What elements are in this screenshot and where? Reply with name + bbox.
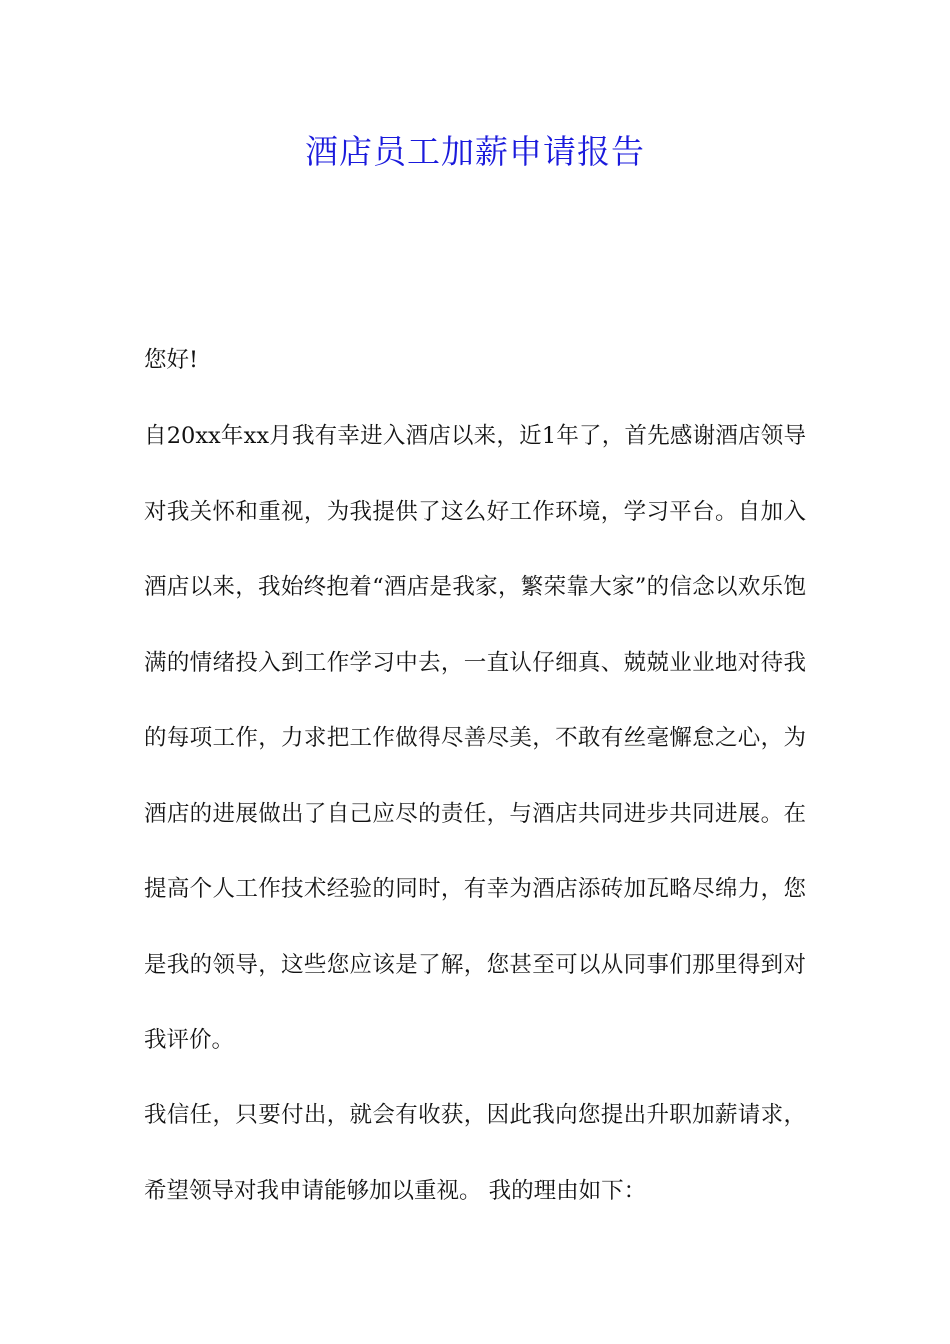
paragraph-1: 自20xx年xx月我有幸进入酒店以来，近1年了，首先感谢酒店领导对我关怀和重视，为我提供了这么好工作环境，学习平台。自加入酒店以来，我始终抱着“酒店是我家，繁荣靠大家”的信念以欢乐饱满的情绪投入到工作学习中去，一直认仔细真、兢兢业业地对待我的每项工作，力求把工作做得尽善尽美，不敢有丝毫懈怠之心，为酒店的进展做出了自己应尽的责任，与酒店共同进步共同进展。在提高个人工作技术经验的同时，有幸为酒店添砖加瓦略尽绵力，您是我的领导，这些您应该是了解，您甚至可以从同事们那里得到对我评价。: [144, 423, 806, 1053]
greeting-text: 您好!: [144, 347, 199, 373]
document-title: 酒店员工加薪申请报告: [305, 132, 645, 171]
paragraph-2: 我信任，只要付出，就会有收获，因此我向您提出升职加薪请求，希望领导对我申请能够加以重视。 我的理由如下：: [144, 1102, 806, 1204]
